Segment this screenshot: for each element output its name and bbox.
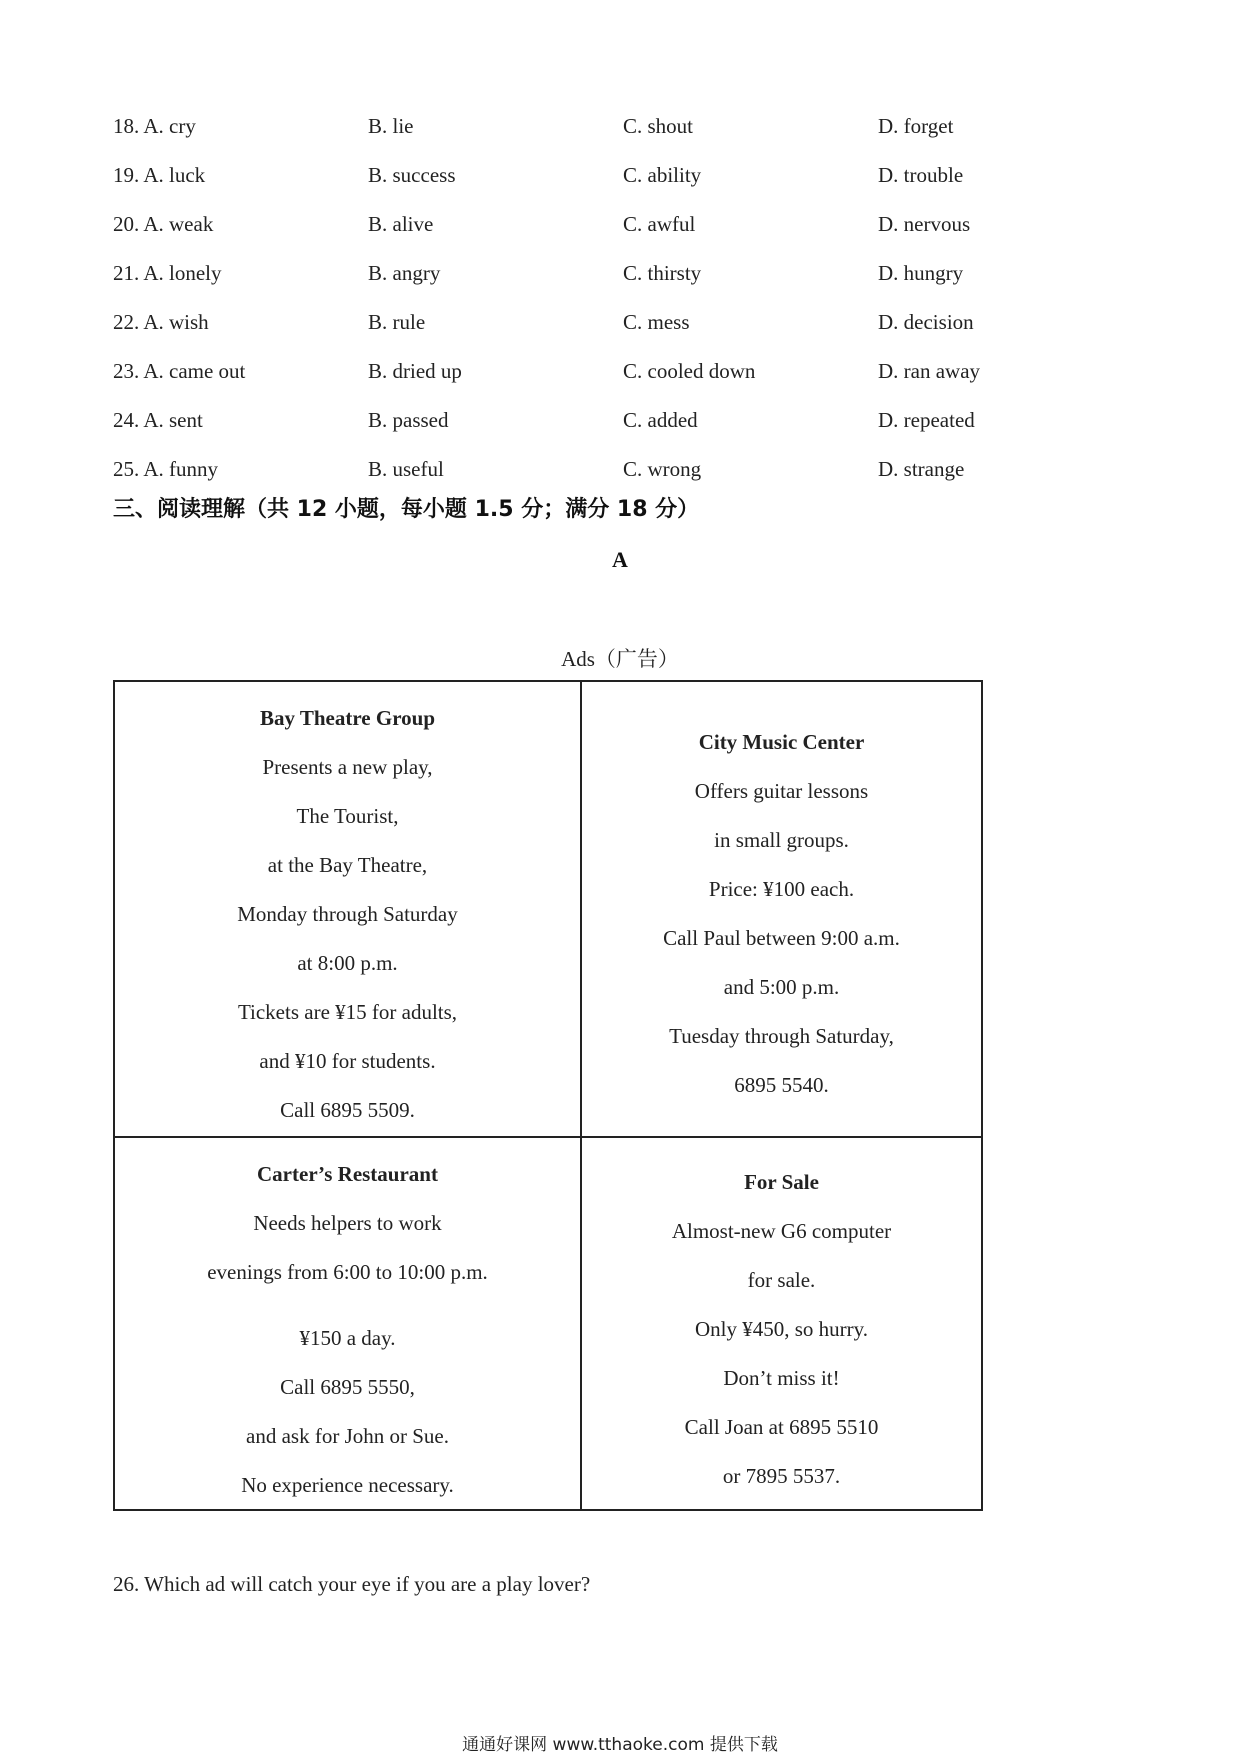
ad-line: Tuesday through Saturday,: [669, 1024, 894, 1048]
option-row-20: [113, 200, 1013, 249]
ad-line: Needs helpers to work: [253, 1211, 442, 1235]
ad-line: Don’t miss it!: [723, 1366, 840, 1390]
question-26: 26. Which ad will catch your eye if you are a play lover?: [113, 1572, 591, 1596]
ad-line: evenings from 6:00 to 10:00 p.m.: [207, 1260, 488, 1284]
option: 18. A. cry: [113, 114, 196, 138]
option: 21. A. lonely: [113, 261, 222, 285]
ad-for-sale: [582, 1138, 981, 1509]
option: C. added: [623, 408, 698, 432]
option: C. ability: [623, 163, 702, 187]
ad-line: Call Paul between 9:00 a.m.: [663, 926, 900, 950]
option: D. strange: [878, 457, 965, 481]
option: B. alive: [368, 212, 434, 236]
ad-city-music-center: [582, 682, 981, 1138]
ad-bay-theatre: [115, 682, 582, 1138]
ad-line: Only ¥450, so hurry.: [694, 1317, 869, 1341]
ad-title: Bay Theatre Group: [259, 706, 436, 730]
option: D. trouble: [878, 163, 964, 187]
option: C. awful: [623, 212, 696, 236]
option: B. angry: [368, 261, 441, 285]
option-row-18: [113, 102, 1013, 151]
ad-line: Price: ¥100 each.: [708, 877, 855, 901]
option: 23. A. came out: [113, 359, 246, 383]
option-row-23: [113, 347, 1013, 396]
page-footer: 通通好课网 www.tthaoke.com 提供下载: [462, 1735, 778, 1755]
ad-line: at 8:00 p.m.: [297, 951, 398, 975]
option: B. success: [368, 163, 456, 187]
option: C. wrong: [623, 457, 702, 481]
option: 24. A. sent: [113, 408, 203, 432]
ad-line: Almost-new G6 computer: [671, 1219, 892, 1243]
cloze-options: [113, 102, 1013, 494]
option: C. thirsty: [623, 261, 702, 285]
ad-line: 6895 5540.: [734, 1073, 829, 1097]
option: D. nervous: [878, 212, 971, 236]
ad-line: Monday through Saturday: [237, 902, 458, 926]
option: C. cooled down: [623, 359, 756, 383]
ad-line: or 7895 5537.: [722, 1464, 841, 1488]
passage-label: A: [612, 547, 628, 572]
option: C. shout: [623, 114, 694, 138]
option: 19. A. luck: [113, 163, 206, 187]
ad-line: at the Bay Theatre,: [267, 853, 428, 877]
ads-table: [113, 680, 983, 1511]
ad-line: and 5:00 p.m.: [723, 975, 840, 999]
ad-line: and ask for John or Sue.: [246, 1424, 449, 1448]
ad-line: Call Joan at 6895 5510: [684, 1415, 879, 1439]
option: 25. A. funny: [113, 457, 218, 481]
section-heading: 三、阅读理解（共 12 小题，每小题 1.5 分；满分 18 分）: [113, 497, 700, 522]
ad-line: Call 6895 5509.: [280, 1098, 415, 1122]
ad-line: Offers guitar lessons: [694, 779, 869, 803]
option-row-25: [113, 445, 1013, 494]
option-row-22: [113, 298, 1013, 347]
ad-title: City Music Center: [698, 730, 865, 754]
option-row-21: [113, 249, 1013, 298]
ad-line: The Tourist,: [296, 804, 399, 828]
ad-carters-restaurant: [115, 1138, 582, 1509]
option: D. ran away: [878, 359, 981, 383]
ad-line: and ¥10 for students.: [259, 1049, 436, 1073]
option-row-19: [113, 151, 1013, 200]
ad-title: Carter’s Restaurant: [257, 1162, 438, 1186]
option: B. lie: [368, 114, 414, 138]
option: B. rule: [368, 310, 426, 334]
option: B. passed: [368, 408, 449, 432]
ad-title: For Sale: [744, 1170, 819, 1194]
option: C. mess: [623, 310, 690, 334]
option: D. decision: [878, 310, 974, 334]
option-row-24: [113, 396, 1013, 445]
option: B. useful: [368, 457, 444, 481]
ad-line: for sale.: [747, 1268, 816, 1292]
ad-line: Tickets are ¥15 for adults,: [237, 1000, 458, 1024]
option: D. repeated: [878, 408, 975, 432]
option: 20. A. weak: [113, 212, 214, 236]
ad-line: Presents a new play,: [262, 755, 433, 779]
ad-line: No experience necessary.: [241, 1473, 454, 1497]
option: D. forget: [878, 114, 954, 138]
option: B. dried up: [368, 359, 462, 383]
option: D. hungry: [878, 261, 964, 285]
option: 22. A. wish: [113, 310, 209, 334]
ads-caption: Ads（广告）: [561, 647, 679, 671]
ad-line: Call 6895 5550,: [280, 1375, 415, 1399]
ad-line: ¥150 a day.: [299, 1326, 396, 1350]
ad-line: in small groups.: [714, 828, 849, 852]
